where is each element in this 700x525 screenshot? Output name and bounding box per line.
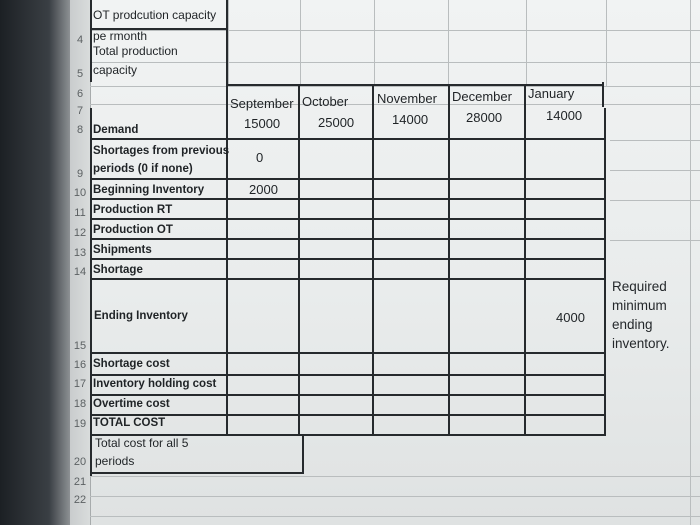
cell-border	[90, 198, 606, 200]
note-line3: ending	[612, 317, 653, 332]
gridline	[610, 170, 700, 171]
row-label-shipments: Shipments	[93, 244, 152, 256]
cell-border	[90, 472, 304, 474]
row-label-demand: Demand	[93, 124, 139, 136]
cell-border	[602, 82, 604, 107]
row-label-production-ot: Production OT	[93, 224, 173, 236]
row-number: 19	[73, 418, 87, 430]
row-number: 11	[74, 207, 86, 219]
gridline	[228, 0, 229, 86]
total-all-periods-line2: periods	[95, 454, 135, 468]
month-header-december: December	[452, 89, 512, 104]
gridline	[606, 0, 607, 86]
cell-border	[90, 108, 92, 476]
gridline	[90, 86, 700, 87]
month-header-october: October	[302, 94, 349, 109]
row-label-ending-inventory: Ending Inventory	[94, 310, 188, 322]
cell-border	[298, 108, 300, 436]
gridline	[610, 240, 700, 241]
cell-border	[448, 108, 450, 436]
note-line2: minimum	[612, 298, 667, 313]
row-number: 4	[76, 34, 84, 46]
total-capacity-label-line1: Total production	[93, 44, 178, 58]
cell-border	[524, 86, 526, 108]
row-label-overtime-cost: Overtime cost	[93, 398, 170, 410]
cell-border	[524, 108, 526, 436]
gridline	[90, 516, 700, 517]
total-capacity-label-line2: capacity	[93, 63, 138, 77]
ot-capacity-label-line2: pe rmonth	[93, 29, 148, 43]
cell-border	[604, 108, 606, 436]
gridline	[90, 476, 700, 477]
gridline	[610, 140, 700, 141]
gridline	[526, 0, 527, 86]
note-line4: inventory.	[612, 336, 670, 351]
beginning-inventory-september-value: 2000	[249, 182, 278, 197]
row-number: 8	[76, 124, 84, 136]
row-label-shortages-line1: Shortages from previous	[93, 145, 230, 157]
demand-november: 14000	[392, 112, 429, 127]
month-header-january: January	[528, 86, 575, 101]
shortages-september-value: 0	[256, 150, 264, 165]
cell-border	[302, 434, 304, 474]
cell-border	[448, 86, 450, 108]
cell-border	[90, 352, 606, 354]
row-number: 18	[73, 398, 87, 410]
demand-december: 28000	[466, 110, 503, 125]
gridline	[610, 200, 700, 201]
ending-inventory-january-value: 4000	[556, 310, 585, 325]
row-number: 20	[73, 456, 87, 468]
cell-border	[90, 278, 606, 280]
gridline	[374, 0, 375, 86]
row-label-production-rt: Production RT	[93, 204, 173, 216]
total-all-periods-line1: Total cost for all 5	[95, 436, 189, 450]
gridline	[448, 0, 449, 86]
row-label-inventory-holding-cost: Inventory holding cost	[93, 378, 217, 390]
cell-border	[90, 178, 606, 180]
row-label-shortage-cost: Shortage cost	[93, 358, 170, 370]
photo-dark-edge	[0, 0, 70, 525]
row-number: 10	[73, 187, 87, 199]
cell-border	[90, 258, 606, 260]
row-number: 7	[76, 105, 84, 117]
gridline	[90, 496, 700, 497]
note-line1: Required	[612, 279, 667, 294]
cell-border	[90, 138, 606, 140]
row-number: 17	[73, 378, 87, 390]
row-number: 22	[73, 494, 87, 506]
row-number: 14	[73, 266, 87, 278]
gridline	[690, 0, 691, 525]
row-number: 5	[76, 68, 84, 80]
row-label-total-cost: TOTAL COST	[93, 417, 166, 429]
row-label-shortages-line2: periods (0 if none)	[93, 163, 193, 175]
gridline	[90, 62, 700, 63]
month-header-september: September	[230, 96, 294, 111]
ot-capacity-label-line1: OT prodcution capacity	[93, 8, 217, 22]
cell-border	[90, 238, 606, 240]
row-number: 15	[73, 340, 87, 352]
cell-border	[90, 374, 606, 376]
row-number: 16	[73, 359, 87, 371]
cell-border	[226, 84, 228, 436]
cell-border	[226, 0, 228, 84]
cell-border	[90, 414, 606, 416]
cell-border	[372, 108, 374, 436]
gridline	[90, 30, 700, 31]
month-header-november: November	[377, 91, 437, 106]
gridline	[300, 0, 301, 86]
row-label-shortage: Shortage	[93, 264, 143, 276]
row-number: 21	[73, 476, 87, 488]
cell-border	[298, 86, 300, 108]
demand-september: 15000	[244, 116, 281, 131]
cell-border	[372, 86, 374, 108]
row-number: 12	[73, 227, 87, 239]
row-number: 13	[73, 247, 87, 259]
demand-january: 14000	[546, 108, 583, 123]
row-number: 9	[76, 168, 84, 180]
demand-october: 25000	[318, 115, 355, 130]
cell-border	[90, 218, 606, 220]
cell-border	[90, 394, 606, 396]
row-number: 6	[76, 88, 84, 100]
row-label-beginning-inventory: Beginning Inventory	[93, 184, 205, 196]
cell-border	[90, 0, 92, 82]
